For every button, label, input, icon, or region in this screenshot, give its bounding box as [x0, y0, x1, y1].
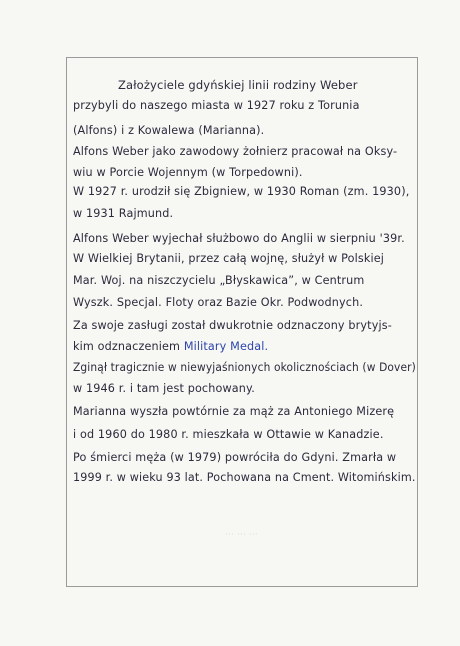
- text-line-4: wiu w Porcie Wojennym (w Torpedowni).: [73, 166, 303, 179]
- text-line-17: Po śmierci męża (w 1979) powróciła do Gdyni. Zmarła w: [73, 451, 397, 464]
- bleed-through-text: ⋯ ⋯ ⋯: [225, 530, 258, 540]
- text-line-13: Zginął tragicznie w niewyjaśnionych okolicznościach (w Dover): [73, 361, 416, 374]
- text-line-5: W 1927 r. urodził się Zbigniew, w 1930 Roman (zm. 1930),: [73, 185, 410, 198]
- text-line-10: Wyszk. Specjal. Floty oraz Bazie Okr. Podwodnych.: [73, 296, 364, 309]
- text-line-11: Za swoje zasługi został dwukrotnie odznaczony brytyjs-: [73, 319, 392, 332]
- text-line-18: 1999 r. w wieku 93 lat. Pochowana na Cment. Witomińskim.: [73, 471, 416, 484]
- text-line-8: W Wielkiej Brytanii, przez całą wojnę, służył w Polskiej: [73, 252, 385, 265]
- text-line-7: Alfons Weber wyjechał służbowo do Anglii w sierpniu '39r.: [73, 232, 405, 245]
- text-line-12-prefix: kim odznaczeniem: [73, 340, 181, 353]
- text-line-16: i od 1960 do 1980 r. mieszkała w Ottawie w Kanadzie.: [73, 428, 384, 441]
- text-line-6: w 1931 Rajmund.: [73, 207, 174, 220]
- text-line-14: w 1946 r. i tam jest pochowany.: [73, 382, 255, 395]
- text-line-9: Mar. Woj. na niszczycielu „Błyskawica”, w Centrum: [73, 274, 365, 287]
- text-line-15: Marianna wyszła powtórnie za mąż za Antoniego Mizerę: [73, 405, 395, 418]
- medal-name: Military Medal.: [183, 340, 269, 353]
- text-line-2: (Alfons) i z Kowalewa (Marianna).: [73, 124, 265, 137]
- text-line-1: przybyli do naszego miasta w 1927 roku z Torunia: [73, 99, 360, 112]
- text-line-3: Alfons Weber jako zawodowy żołnierz pracował na Oksy-: [73, 145, 398, 158]
- document-title: Założyciele gdyńskiej linii rodziny Weber: [118, 78, 358, 92]
- text-line-12: [73, 341, 268, 352]
